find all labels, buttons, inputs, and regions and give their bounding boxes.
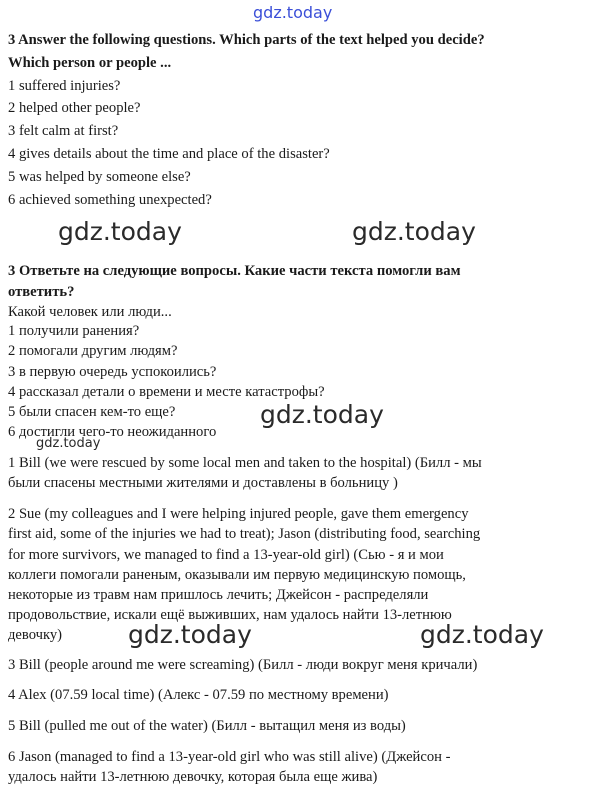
russian-heading-line-2: ответить? [8, 284, 75, 300]
answer-2-line-3: for more survivors, we managed to find a 13-year-old girl) (Сью - я и мои [8, 547, 444, 563]
answer-2-line-1: 2 Sue (my colleagues and I were helping injured people, gave them emergency [8, 506, 469, 522]
russian-question-3: 3 в первую очередь успокоились? [8, 364, 217, 380]
russian-question-2: 2 помогали другим людям? [8, 343, 178, 359]
russian-heading-line-1: 3 Ответьте на следующие вопросы. Какие части текста помогли вам [8, 263, 461, 279]
answer-2-line-7: девочку) [8, 627, 62, 643]
english-heading-line-2: Which person or people ... [8, 55, 172, 71]
english-question-1: 1 suffered injuries? [8, 78, 121, 94]
russian-intro: Какой человек или люди... [8, 304, 172, 320]
watermark-top: gdz.today [253, 3, 333, 22]
answer-6-line-1: 6 Jason (managed to find a 13-year-old girl who was still alive) (Джейсон - [8, 749, 451, 765]
russian-question-1: 1 получили ранения? [8, 323, 140, 339]
english-question-4: 4 gives details about the time and place of the disaster? [8, 146, 330, 162]
english-question-6: 6 achieved something unexpected? [8, 192, 212, 208]
russian-question-4: 4 рассказал детали о времени и месте катастрофы? [8, 384, 325, 400]
answer-5: 5 Bill (pulled me out of the water) (Билл - вытащил меня из воды) [8, 718, 406, 734]
russian-question-6: 6 достигли чего-то неожиданного [8, 424, 217, 440]
watermark-answers-small: gdz.today [36, 436, 101, 451]
answer-3: 3 Bill (people around me were screaming) (Билл - люди вокруг меня кричали) [8, 657, 478, 673]
watermark-answers-center: gdz.today [260, 400, 384, 429]
watermark-lower-left: gdz.today [128, 620, 252, 649]
english-question-3: 3 felt calm at first? [8, 123, 119, 139]
watermark-mid-left: gdz.today [58, 217, 182, 246]
answer-2-line-2: first aid, some of the injuries we had to treat); Jason (distributing food, searching [8, 526, 481, 542]
answer-1-line-1: 1 Bill (we were rescued by some local men and taken to the hospital) (Билл - мы [8, 455, 482, 471]
answer-2-line-6: продовольствие, искали ещё выживших, нам удалось найти 13-летнюю [8, 607, 452, 623]
russian-question-5: 5 были спасен кем-то еще? [8, 404, 176, 420]
answer-2-line-4: коллеги помогали раненым, оказывали им первую медицинскую помощь, [8, 567, 466, 583]
english-heading-line-1: 3 Answer the following questions. Which parts of the text helped you decide? [8, 32, 485, 48]
english-question-5: 5 was helped by someone else? [8, 169, 191, 185]
english-question-2: 2 helped other people? [8, 100, 141, 116]
watermark-lower-right: gdz.today [420, 620, 544, 649]
watermark-mid-right: gdz.today [352, 217, 476, 246]
answer-6-line-2: удалось найти 13-летнюю девочку, которая была еще жива) [8, 769, 378, 785]
answer-2-line-5: некоторые из травм нам пришлось лечить; Джейсон - распределяли [8, 587, 429, 603]
answer-1-line-2: были спасены местными жителями и доставлены в больницу ) [8, 475, 398, 491]
answer-4: 4 Alex (07.59 local time) (Алекс - 07.59 по местному времени) [8, 687, 389, 703]
